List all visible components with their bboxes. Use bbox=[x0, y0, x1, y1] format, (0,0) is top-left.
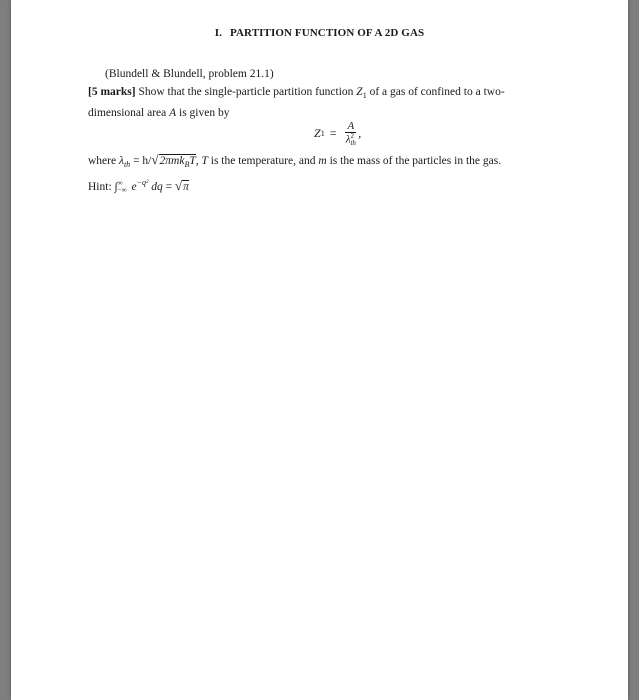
hint-line: Hint: ∫ ∞ −∞ $e^{-q^2}$ dq = √π bbox=[88, 178, 189, 195]
section-title: PARTITION FUNCTION OF A 2D GAS bbox=[230, 27, 425, 39]
citation: (Blundell & Blundell, problem 21.1) bbox=[105, 68, 274, 80]
sqrt-expression: 2πmk$_B$T bbox=[159, 155, 196, 169]
section-number: I. bbox=[214, 27, 222, 39]
where-line: where $\lambda_{th} = h/√2\pi mk_BT$, T is the temperature, and m is the mass of the particles in the gas. bbox=[88, 152, 502, 169]
partition-function-equation: Z 1 = A λ 2 th , bbox=[314, 120, 362, 147]
section-heading bbox=[11, 27, 628, 39]
equation-fraction: A λ 2 th bbox=[345, 120, 356, 147]
problem-line-1: [5 marks] Show that the single-particle partition function $Z_1$ of a gas of confined to a two- bbox=[88, 86, 505, 100]
hint-label: Hint: bbox=[88, 181, 112, 193]
problem-line-2: dimensional area A is given by bbox=[88, 107, 230, 119]
document-page bbox=[11, 0, 628, 700]
marks-label: [5 marks] bbox=[88, 86, 136, 98]
